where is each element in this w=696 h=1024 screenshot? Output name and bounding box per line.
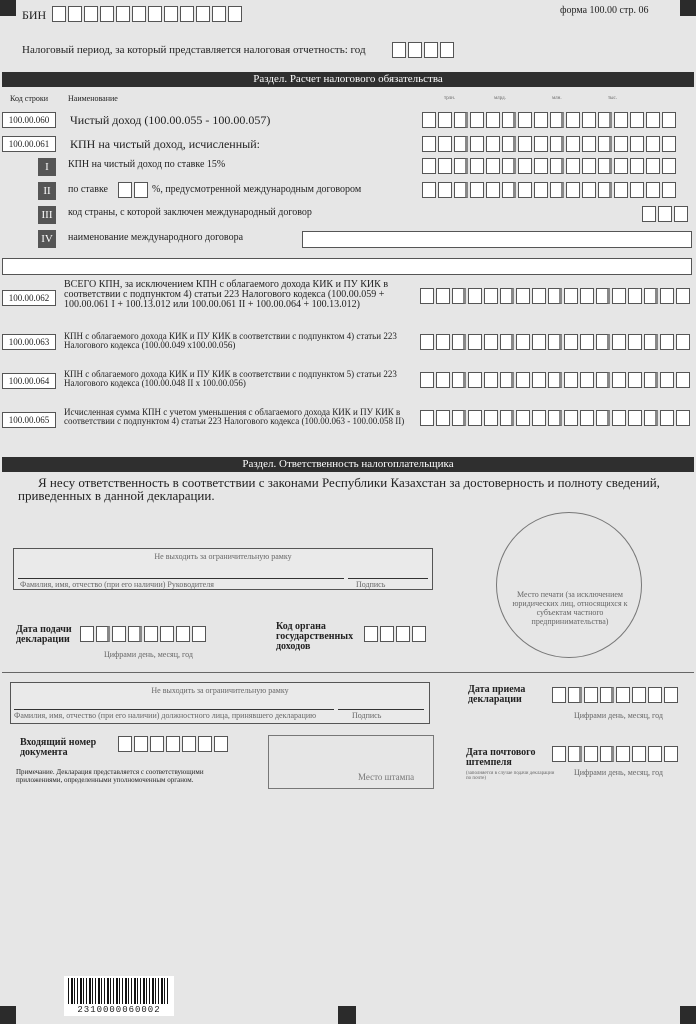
unit-trillion: трлн. [444, 96, 456, 101]
row-cells-065[interactable] [420, 410, 692, 426]
postmark-date-hint: Цифрами день, месяц, год [574, 768, 663, 777]
divider-line [2, 672, 694, 673]
postmark-date-cells[interactable] [552, 746, 680, 762]
row-label-064: КПН с облагаемого дохода КИК и ПУ КИК в соответствии с подпунктом 5) статьи 223 Налогового кодекса (100.00.048 II х 100.00.056) [64, 369, 397, 388]
head-fio-caption: Фамилия, имя, отчество (при его наличии) Руководителя [20, 580, 214, 589]
row-label-063: КПН с облагаемого дохода КИК и ПУ КИК в соответствии с подпунктом 4) статьи 223 Налогового кодекса (100.00.049 х100.00.056) [64, 331, 397, 350]
official-sign-line [338, 709, 424, 710]
submit-date-cells[interactable] [80, 626, 208, 642]
row-label-065: Исчисленная сумма КПН с учетом уменьшения с облагаемого дохода КИК и ПУ КИК в соответствии с подпунктом 4) статьи 223 Налогового кодекса (100.00.063 - 100.00.058 II) [64, 407, 405, 426]
country-code-cells[interactable] [642, 206, 690, 222]
section2-title: Раздел. Ответственность налогоплательщика [2, 457, 694, 472]
row-cells-062[interactable] [420, 288, 692, 304]
form-label: форма 100.00 стр. 06 [560, 5, 649, 16]
org-code-cells[interactable] [364, 626, 428, 642]
accept-date-label: Дата приема декларации [468, 684, 526, 705]
unit-thousand: тыс. [608, 96, 618, 101]
incoming-no-label: Входящий номер документа [20, 737, 97, 758]
row-num-III: III [38, 206, 56, 224]
official-fio-line [14, 709, 334, 710]
row-cells-063[interactable] [420, 334, 692, 350]
bin-cells[interactable] [52, 6, 244, 22]
submit-date-label: Дата подачи декларации [16, 624, 72, 645]
seal-circle [496, 512, 642, 658]
official-signature-caption: Подпись [352, 711, 382, 720]
barcode-bars [68, 978, 170, 1004]
row-num-I: I [38, 158, 56, 176]
seal-caption: Место печати (за исключением юридических лиц, относящихся к субъектам частного предпринимательства) [512, 590, 628, 626]
note-text: Примечание. Декларация представляется с соответствующими приложениями, определенными уполномоченным органом. [16, 768, 204, 784]
row-label-I: КПН на чистый доход по ставке 15% [68, 159, 226, 170]
row-code-062: 100.00.062 [2, 290, 56, 306]
treaty-name-field[interactable] [302, 231, 692, 248]
corner-marker-tl [0, 0, 16, 16]
row-label-060: Чистый доход (100.00.055 - 100.00.057) [70, 113, 271, 127]
head-no-exit: Не выходить за ограничительную рамку [154, 552, 292, 561]
row-cells-II[interactable] [422, 182, 678, 198]
postmark-hint: (заполняется в случае подачи декларации по почте) [466, 771, 555, 781]
period-year-cells[interactable] [392, 42, 456, 58]
period-label: Налоговый период, за который представляется налоговая отчетность: год [22, 44, 366, 56]
stamp-place-caption: Место штампа [358, 772, 415, 782]
row-label-IV: наименование международного договора [68, 232, 244, 243]
row-label-II-post: %, предусмотренной международным договором [152, 184, 362, 195]
postmark-date-label: Дата почтового штемпеля [466, 747, 536, 768]
row-code-065: 100.00.065 [2, 412, 56, 428]
responsibility-statement: Я несу ответственность в соответствии с законами Республики Казахстан за достоверность и полноту сведений, приведенных в данной декларации. [18, 475, 660, 503]
corner-marker-tr [680, 0, 696, 16]
incoming-no-cells[interactable] [118, 736, 230, 752]
row-num-II: II [38, 182, 56, 200]
accept-date-hint: Цифрами день, месяц, год [574, 711, 663, 720]
row-code-060: 100.00.060 [2, 112, 56, 128]
row-code-064: 100.00.064 [2, 373, 56, 389]
corner-marker-bl [0, 1006, 16, 1024]
accept-date-cells[interactable] [552, 687, 680, 703]
submit-date-hint: Цифрами день, месяц, год [104, 650, 193, 659]
row-label-061: КПН на чистый доход, исчисленный: [70, 137, 260, 151]
official-no-exit: Не выходить за ограничительную рамку [151, 686, 289, 695]
head-fio-line [18, 578, 344, 579]
row-label-II-pre: по ставке [68, 184, 108, 195]
row-cells-061[interactable] [422, 136, 678, 152]
unit-million: млн. [552, 96, 562, 101]
row-label-062: ВСЕГО КПН, за исключением КПН с облагаемого дохода КИК и ПУ КИК в соответствии с подпунктом 4) статьи 223 Налогового кодекса (100.00.059 + 100.00.061 I + 100.13.012 или 100.00.061 II + 100.00.064 + 100.13.012) [64, 279, 389, 310]
corner-marker-bm [338, 1006, 356, 1024]
row-code-063: 100.00.063 [2, 334, 56, 350]
barcode-number: 2310000060002 [77, 1005, 161, 1015]
corner-marker-br [680, 1006, 696, 1024]
org-code-label: Код органа государственных доходов [276, 621, 354, 652]
row-code-061: 100.00.061 [2, 136, 56, 152]
official-fio-caption: Фамилия, имя, отчество (при его наличии) должностного лица, принявшего декларацию [14, 711, 317, 720]
col-code-header: Код строки [10, 94, 49, 103]
row-cells-I[interactable] [422, 158, 678, 174]
unit-billion: млрд. [494, 96, 506, 101]
col-name-header: Наименование [68, 94, 118, 103]
row-label-III: код страны, с которой заключен международный договор [68, 207, 312, 218]
treaty-name-field-2[interactable] [2, 258, 692, 275]
rate-cells[interactable] [118, 182, 150, 198]
row-cells-060[interactable] [422, 112, 678, 128]
head-signature-caption: Подпись [356, 580, 386, 589]
head-sign-line [348, 578, 428, 579]
barcode [64, 976, 174, 1016]
section1-title: Раздел. Расчет налогового обязательства [2, 72, 694, 87]
bin-label: БИН [22, 8, 47, 22]
row-cells-064[interactable] [420, 372, 692, 388]
row-num-IV: IV [38, 230, 56, 248]
